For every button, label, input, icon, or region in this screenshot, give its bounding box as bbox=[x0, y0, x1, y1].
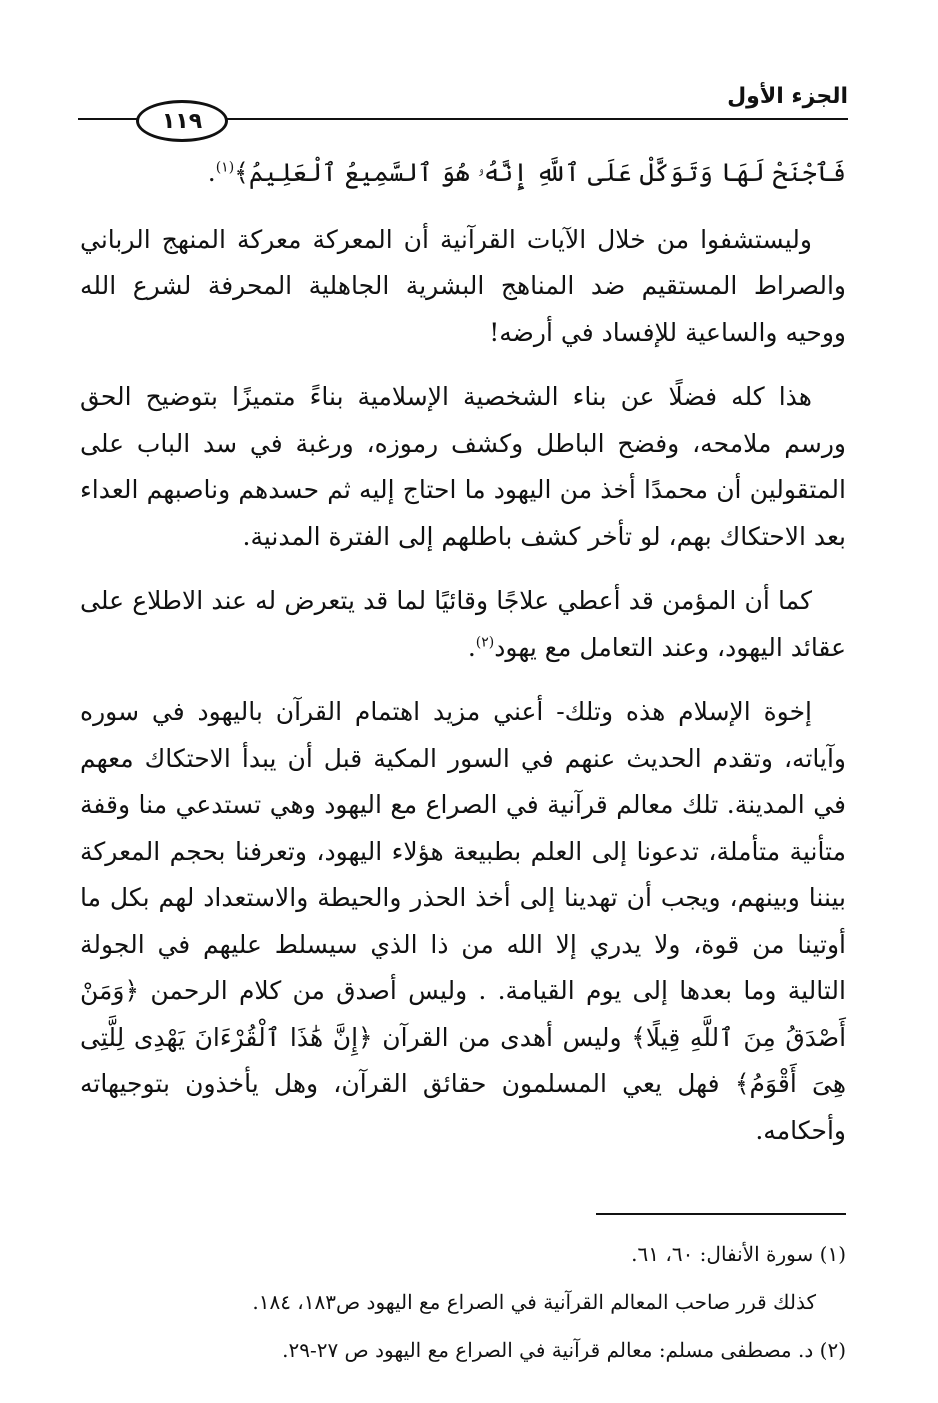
quran-verse: فَٱجْنَحْ لَهَا وَتَوَكَّلْ عَلَى ٱللَّهِ إِنَّهُۥ هُوَ ٱلسَّمِيعُ ٱلْعَلِيمُ﴾ bbox=[234, 158, 846, 187]
footnote-ref-1: (١) bbox=[215, 159, 235, 176]
paragraph-1: وليستشفوا من خلال الآيات القرآنية أن المعركة معركة المنهج الرباني والصراط المستقيم ضد المناهج البشرية الجاهلية المحرفة لشرع الله ووحيه والساعية للإفساد في أرضه! bbox=[80, 224, 846, 347]
paragraph-3-end: . bbox=[467, 632, 476, 662]
footnote-separator bbox=[596, 1213, 846, 1215]
quran-quote-1: ﴿وَمَنْ أَصْدَقُ مِنَ ٱللَّهِ قِيلًا﴾ bbox=[80, 976, 847, 1052]
paragraph-4-part2: وليس أهدى من القرآن bbox=[382, 1022, 622, 1052]
paragraph-4-part3: فهل يعي المسلمون حقائق القرآن، وهل يأخذون بتوجيهاته وأحكامه. bbox=[80, 1069, 846, 1145]
running-title: الجزء الأول bbox=[727, 84, 848, 109]
page-number-badge: ١١٩ bbox=[136, 100, 228, 142]
paragraph-4 bbox=[80, 689, 846, 1154]
footnote-ref-2: (٢) bbox=[475, 634, 495, 651]
main-text bbox=[80, 150, 846, 1172]
paragraph-4-part1: إخوة الإسلام هذه وتلك- أعني مزيد اهتمام القرآن باليهود في سوره وآياته، وتقدم الحديث عنهم في السور المكية قبل أن يبدأ الاحتكاك معهم في المدينة. تلك معالم قرآنية في الصراع مع اليهود وهي تستدعي منا وقفة متأنية متأملة، تدعونا إلى العلم بطبيعة هؤلاء اليهود، وتعرفنا بحجم المعركة بيننا وبينهم، ويجب أن تهدينا إلى أخذ الحذر والحيطة والاستعداد لهم بكل ما أوتينا من قوة، ولا يدري إلا الله من ذا الذي سيسلط عليهم في الجولة التالية وما بعدها إلى يوم القيامة. . وليس أصدق من كلام الرحمن bbox=[80, 697, 846, 1005]
quran-quote-2: ﴿إِنَّ هَٰذَا ٱلْقُرْءَانَ يَهْدِى لِلَّتِى هِىَ أَقْوَمُ﴾ bbox=[80, 1022, 847, 1098]
footnote-1: (١) سورة الأنفال: ٦٠، ٦١. bbox=[631, 1242, 846, 1266]
paragraph-3-text: كما أن المؤمن قد أعطي علاجًا وقائيًا لما قد يتعرض له عند الاطلاع على عقائد اليهود، وعند التعامل مع يهود bbox=[80, 586, 846, 662]
paragraph-2: هذا كله فضلًا عن بناء الشخصية الإسلامية بناءً متميزًا بتوضيح الحق ورسم ملامحه، وفضح الباطل وكشف رموزه، ورغبة في سد الباب على المتقولين أن محمدًا أخذ من اليهود ما احتاج إليه ثم حسدهم وناصبهم العداء بعد الاحتكاك بهم، لو تأخر كشف باطلهم إلى الفترة المدنية. bbox=[80, 382, 846, 551]
verse-end: . bbox=[207, 158, 216, 187]
quran-verse-line bbox=[80, 150, 846, 197]
paragraph-3 bbox=[80, 578, 846, 671]
footnote-2: (٢) د. مصطفى مسلم: معالم قرآنية في الصراع مع اليهود ص ٢٧-٢٩. bbox=[282, 1338, 846, 1362]
footnotes bbox=[80, 1230, 846, 1374]
footnote-1-continuation: كذلك قرر صاحب المعالم القرآنية في الصراع مع اليهود ص١٨٣، ١٨٤. bbox=[252, 1290, 816, 1314]
